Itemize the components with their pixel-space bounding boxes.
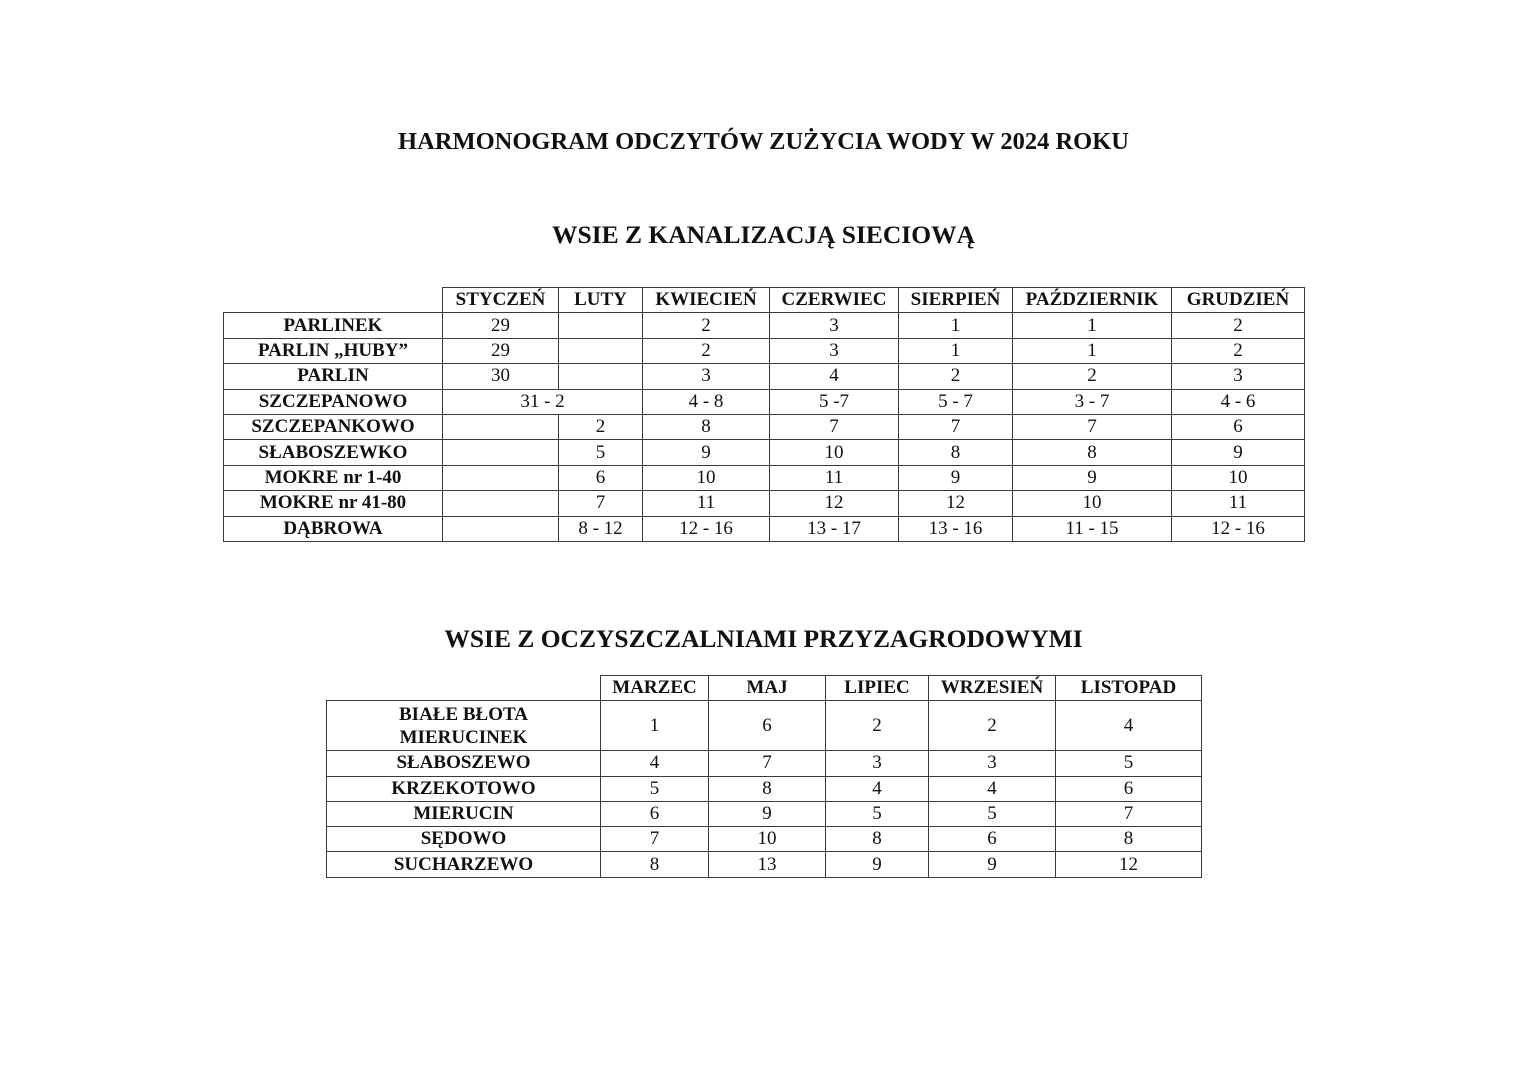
date-cell: 9 (929, 852, 1056, 877)
table-row (327, 852, 1202, 877)
date-cell (443, 491, 559, 516)
date-cell: 29 (443, 338, 559, 363)
date-cell: 1 (899, 338, 1013, 363)
village-name: KRZEKOTOWO (327, 776, 601, 801)
date-cell: 3 (643, 364, 770, 389)
date-cell: 6 (1172, 414, 1305, 439)
date-cell: 3 (770, 338, 899, 363)
date-cell: 3 (1172, 364, 1305, 389)
table-row (224, 440, 1305, 465)
village-name: SĘDOWO (327, 827, 601, 852)
table-row (224, 491, 1305, 516)
date-cell: 2 (1172, 313, 1305, 338)
village-name: SUCHARZEWO (327, 852, 601, 877)
date-cell: 4 (929, 776, 1056, 801)
month-header: LUTY (559, 288, 643, 313)
month-header: PAŹDZIERNIK (1013, 288, 1172, 313)
date-cell (559, 364, 643, 389)
table-row (327, 751, 1202, 776)
date-cell: 7 (559, 491, 643, 516)
date-cell: 12 (1056, 852, 1202, 877)
date-cell: 11 (643, 491, 770, 516)
date-cell: 29 (443, 313, 559, 338)
section-title-oczyszczalnie: WSIE Z OCZYSZCZALNIAMI PRZYZAGRODOWYMI (444, 624, 1083, 653)
date-cell: 3 (826, 751, 929, 776)
corner-cell (327, 676, 601, 701)
date-cell: 4 (601, 751, 709, 776)
date-cell: 7 (1056, 801, 1202, 826)
date-cell: 2 (559, 414, 643, 439)
date-cell (559, 338, 643, 363)
date-cell: 10 (709, 827, 826, 852)
month-header: GRUDZIEŃ (1172, 288, 1305, 313)
date-cell: 4 (826, 776, 929, 801)
date-cell: 6 (929, 827, 1056, 852)
date-cell (443, 414, 559, 439)
month-header: KWIECIEŃ (643, 288, 770, 313)
date-cell: 11 (770, 465, 899, 490)
date-cell: 11 (1172, 491, 1305, 516)
date-cell: 6 (1056, 776, 1202, 801)
date-cell: 2 (899, 364, 1013, 389)
date-cell: 10 (643, 465, 770, 490)
table-row (224, 364, 1305, 389)
month-header: LIPIEC (826, 676, 929, 701)
date-cell: 5 (929, 801, 1056, 826)
date-cell: 4 - 6 (1172, 389, 1305, 414)
date-cell: 7 (899, 414, 1013, 439)
date-cell: 2 (643, 338, 770, 363)
date-cell: 10 (770, 440, 899, 465)
date-cell: 8 - 12 (559, 516, 643, 541)
date-cell: 8 (1056, 827, 1202, 852)
date-cell: 2 (826, 701, 929, 751)
village-name: PARLINEK (224, 313, 443, 338)
date-cell: 1 (601, 701, 709, 751)
date-cell: 9 (899, 465, 1013, 490)
date-cell: 1 (899, 313, 1013, 338)
date-cell: 7 (770, 414, 899, 439)
date-cell: 10 (1172, 465, 1305, 490)
month-header: SIERPIEŃ (899, 288, 1013, 313)
table-row (327, 701, 1202, 751)
village-name: MOKRE nr 1-40 (224, 465, 443, 490)
date-cell: 8 (643, 414, 770, 439)
date-cell (443, 516, 559, 541)
month-header: WRZESIEŃ (929, 676, 1056, 701)
table-row (224, 313, 1305, 338)
date-cell: 9 (1172, 440, 1305, 465)
date-cell: 31 - 2 (443, 389, 643, 414)
village-name: MIERUCIN (327, 801, 601, 826)
date-cell: 10 (1013, 491, 1172, 516)
date-cell: 3 (929, 751, 1056, 776)
date-cell: 6 (559, 465, 643, 490)
date-cell: 1 (1013, 313, 1172, 338)
village-name: MOKRE nr 41-80 (224, 491, 443, 516)
date-cell: 9 (1013, 465, 1172, 490)
month-header: STYCZEŃ (443, 288, 559, 313)
date-cell: 5 (601, 776, 709, 801)
month-header: CZERWIEC (770, 288, 899, 313)
section-title-kanalizacja: WSIE Z KANALIZACJĄ SIECIOWĄ (552, 220, 975, 249)
table-header-row (327, 676, 1202, 701)
date-cell: 2 (643, 313, 770, 338)
date-cell: 5 - 7 (899, 389, 1013, 414)
date-cell: 8 (1013, 440, 1172, 465)
table-row (224, 389, 1305, 414)
date-cell: 4 (1056, 701, 1202, 751)
date-cell: 13 (709, 852, 826, 877)
village-name: PARLIN (224, 364, 443, 389)
village-name (327, 701, 601, 751)
date-cell: 12 - 16 (643, 516, 770, 541)
date-cell: 9 (826, 852, 929, 877)
date-cell: 5 (1056, 751, 1202, 776)
date-cell: 2 (1172, 338, 1305, 363)
table-row (224, 465, 1305, 490)
month-header: MARZEC (601, 676, 709, 701)
table-row (327, 827, 1202, 852)
table-oczyszczalnie (326, 675, 1202, 878)
date-cell: 13 - 16 (899, 516, 1013, 541)
date-cell: 5 -7 (770, 389, 899, 414)
date-cell: 6 (601, 801, 709, 826)
date-cell: 6 (709, 701, 826, 751)
date-cell (443, 465, 559, 490)
village-name: SŁABOSZEWKO (224, 440, 443, 465)
date-cell: 8 (601, 852, 709, 877)
village-name: SZCZEPANOWO (224, 389, 443, 414)
month-header: MAJ (709, 676, 826, 701)
date-cell: 30 (443, 364, 559, 389)
date-cell: 2 (929, 701, 1056, 751)
table-row (327, 776, 1202, 801)
page-title: HARMONOGRAM ODCZYTÓW ZUŻYCIA WODY W 2024 ROKU (398, 128, 1129, 155)
date-cell: 2 (1013, 364, 1172, 389)
date-cell: 9 (709, 801, 826, 826)
date-cell: 3 (770, 313, 899, 338)
date-cell (559, 313, 643, 338)
date-cell: 7 (1013, 414, 1172, 439)
table-kanalizacja (223, 287, 1305, 542)
date-cell: 8 (826, 827, 929, 852)
corner-cell (224, 288, 443, 313)
date-cell: 3 - 7 (1013, 389, 1172, 414)
date-cell: 8 (709, 776, 826, 801)
date-cell: 4 (770, 364, 899, 389)
date-cell: 7 (709, 751, 826, 776)
date-cell: 7 (601, 827, 709, 852)
month-header: LISTOPAD (1056, 676, 1202, 701)
date-cell: 12 (899, 491, 1013, 516)
village-name: SZCZEPANKOWO (224, 414, 443, 439)
date-cell: 9 (643, 440, 770, 465)
table-header-row (224, 288, 1305, 313)
date-cell: 5 (559, 440, 643, 465)
table-row (224, 414, 1305, 439)
village-name-line: BIAŁE BŁOTA (399, 703, 528, 725)
village-name-line: MIERUCINEK (399, 726, 528, 748)
date-cell: 11 - 15 (1013, 516, 1172, 541)
village-name: PARLIN „HUBY” (224, 338, 443, 363)
village-name: DĄBROWA (224, 516, 443, 541)
date-cell (443, 440, 559, 465)
date-cell: 1 (1013, 338, 1172, 363)
date-cell: 12 (770, 491, 899, 516)
date-cell: 5 (826, 801, 929, 826)
table-row (224, 516, 1305, 541)
table-row (224, 338, 1305, 363)
date-cell: 12 - 16 (1172, 516, 1305, 541)
date-cell: 13 - 17 (770, 516, 899, 541)
village-name: SŁABOSZEWO (327, 751, 601, 776)
date-cell: 8 (899, 440, 1013, 465)
table-row (327, 801, 1202, 826)
date-cell: 4 - 8 (643, 389, 770, 414)
